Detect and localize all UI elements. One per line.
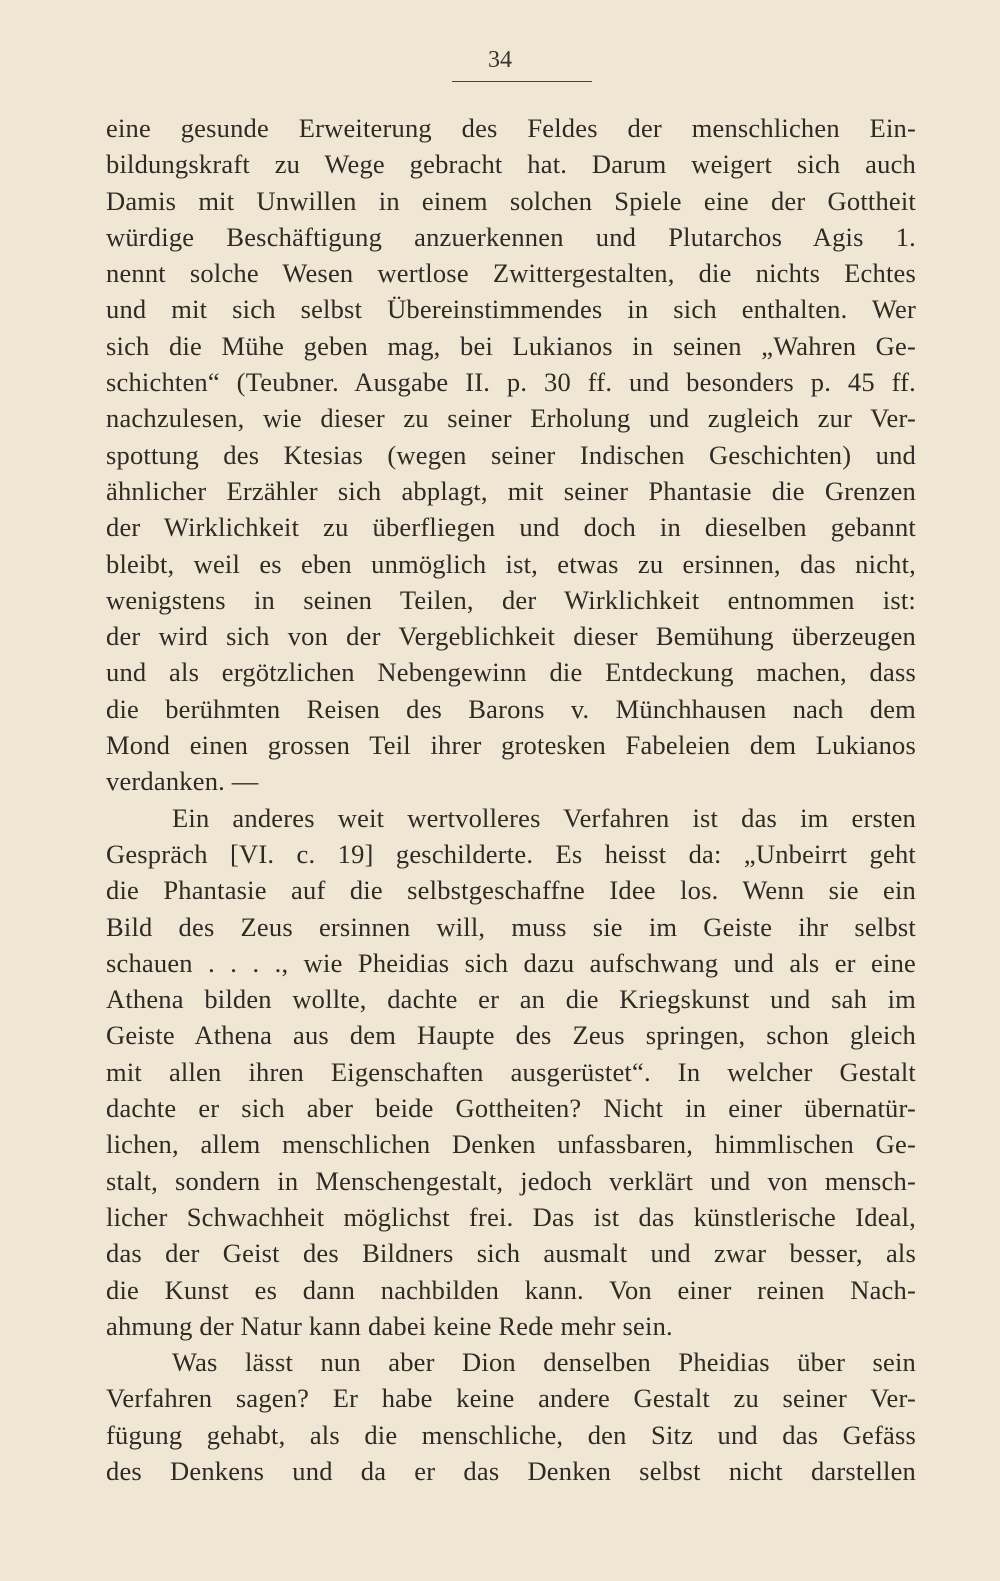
text-line: bildungskraft zu Wege gebracht hat. Darum weigert sich auch <box>106 149 916 180</box>
text-line: die Phantasie auf die selbstgeschaffne Idee los. Wenn sie ein <box>106 875 916 906</box>
text-line: der wird sich von der Vergeblichkeit dieser Bemühung überzeugen <box>106 621 916 652</box>
header-rule <box>452 81 592 82</box>
page-number: 34 <box>488 47 512 73</box>
text-line: Bild des Zeus ersinnen will, muss sie im Geiste ihr selbst <box>106 911 916 942</box>
text-line: verdanken. — <box>106 766 259 797</box>
text-line: sich die Mühe geben mag, bei Lukianos in seinen „Wahren Ge- <box>106 330 916 361</box>
text-line: Mond einen grossen Teil ihrer grotesken Fabeleien dem Lukianos <box>106 730 916 761</box>
text-line: lichen, allem menschlichen Denken unfassbaren, himmlischen Ge- <box>106 1129 916 1160</box>
text-line: eine gesunde Erweiterung des Feldes der menschlichen Ein- <box>106 113 916 143</box>
text-line: Athena bilden wollte, dachte er an die Kriegskunst und sah im <box>106 984 916 1015</box>
text-line: bleibt, weil es eben unmöglich ist, etwas zu ersinnen, das nicht, <box>106 548 916 579</box>
text-line: Ein anderes weit wertvolleres Verfahren ist das im ersten <box>172 802 916 833</box>
text-line: die Kunst es dann nachbilden kann. Von einer reinen Nach- <box>106 1274 916 1305</box>
text-line: des Denkens und da er das Denken selbst nicht darstellen <box>106 1455 916 1486</box>
text-line: stalt, sondern in Menschengestalt, jedoch verklärt und von mensch- <box>106 1165 916 1196</box>
text-line: mit allen ihren Eigenschaften ausgerüstet“. In welcher Gestalt <box>106 1056 916 1087</box>
text-line: Damis mit Unwillen in einem solchen Spiele eine der Gottheit <box>106 185 916 216</box>
text-line: der Wirklichkeit zu überfliegen und doch in dieselben gebannt <box>106 512 916 543</box>
body-text <box>106 110 916 1489</box>
text-line: dachte er sich aber beide Gottheiten? Nicht in einer übernatür- <box>106 1093 916 1124</box>
text-line: Geiste Athena aus dem Haupte des Zeus springen, schon gleich <box>106 1020 916 1051</box>
text-line: und mit sich selbst Übereinstimmendes in sich enthalten. Wer <box>106 294 916 325</box>
text-line: ähnlicher Erzähler sich abplagt, mit seiner Phantasie die Grenzen <box>106 475 916 506</box>
text-line: spottung des Ktesias (wegen seiner Indischen Geschichten) und <box>106 439 916 470</box>
text-line: nennt solche Wesen wertlose Zwittergestalten, die nichts Echtes <box>106 258 916 289</box>
text-line: und als ergötzlichen Nebengewinn die Entdeckung machen, dass <box>106 657 916 688</box>
text-line: Was lässt nun aber Dion denselben Pheidias über sein <box>172 1347 916 1378</box>
text-line: Verfahren sagen? Er habe keine andere Gestalt zu seiner Ver- <box>106 1383 916 1414</box>
text-line: fügung gehabt, als die menschliche, den Sitz und das Gefäss <box>106 1419 916 1450</box>
text-line: ahmung der Natur kann dabei keine Rede mehr sein. <box>106 1310 673 1341</box>
text-line: schauen . . . ., wie Pheidias sich dazu aufschwang und als er eine <box>106 947 916 978</box>
text-line: wenigstens in seinen Teilen, der Wirklichkeit entnommen ist: <box>106 584 916 615</box>
text-line: schichten“ (Teubner. Ausgabe II. p. 30 ff. und besonders p. 45 ff. <box>106 367 916 398</box>
text-line: licher Schwachheit möglichst frei. Das ist das künstlerische Ideal, <box>106 1201 916 1232</box>
text-line: die berühmten Reisen des Barons v. Münchhausen nach dem <box>106 693 916 724</box>
text-line: würdige Beschäftigung anzuerkennen und Plutarchos Agis 1. <box>106 221 916 252</box>
text-line: nachzulesen, wie dieser zu seiner Erholung und zugleich zur Ver- <box>106 403 916 434</box>
text-line: Gespräch [VI. c. 19] geschilderte. Es heisst da: „Unbeirrt geht <box>106 838 916 869</box>
text-line: das der Geist des Bildners sich ausmalt und zwar besser, als <box>106 1238 916 1269</box>
